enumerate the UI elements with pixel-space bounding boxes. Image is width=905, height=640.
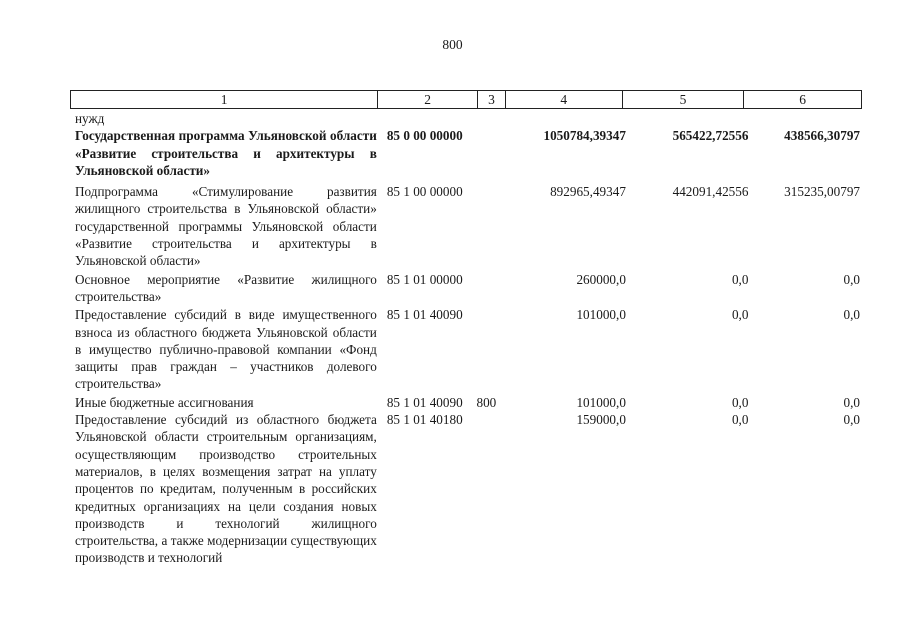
row-value-6: 0,0 — [843, 271, 860, 287]
row-value-5: 0,0 — [731, 271, 749, 287]
column-header-2: 2 — [378, 91, 478, 108]
row-vr: 800 — [476, 394, 497, 410]
row-name: нужд — [75, 111, 105, 126]
row-name: Подпрограмма «Стимулирование развития жилищного строительства в Ульяновской области» государственной программы Ульяновской области «Развитие строительства и архитектуры в Ульяновской области» — [75, 184, 377, 269]
row-value-4: 892965,49347 — [550, 184, 626, 200]
row-value-5: 442091,42556 — [672, 184, 749, 200]
table-row — [70, 111, 862, 127]
row-value-5: 0,0 — [731, 307, 749, 323]
row-name: Государственная программа Ульяновской области «Развитие строительства и архитектуры в Ульяновской области» — [75, 128, 377, 178]
column-header-3: 3 — [478, 91, 506, 108]
page-number: 800 — [442, 37, 463, 52]
row-code: 85 1 01 40090 — [386, 307, 463, 323]
table-header-row — [70, 90, 862, 109]
row-code: 85 1 01 40180 — [386, 412, 463, 428]
table-row — [70, 394, 862, 411]
row-name: Основное мероприятие «Развитие жилищного строительства» — [75, 271, 377, 304]
table-body — [70, 111, 862, 567]
row-code: 85 1 01 40090 — [386, 394, 463, 410]
row-code: 85 1 00 00000 — [386, 184, 463, 200]
row-value-6: 0,0 — [843, 412, 860, 428]
row-value-6: 315235,00797 — [784, 184, 860, 200]
table-row — [70, 306, 862, 392]
row-value-4: 101000,0 — [576, 394, 626, 410]
row-value-4: 159000,0 — [576, 412, 626, 428]
row-value-6: 0,0 — [843, 394, 860, 410]
row-value-5: 565422,72556 — [672, 128, 749, 144]
column-header-6: 6 — [799, 92, 807, 107]
row-name: Предоставление субсидий в виде имущественного взноса из областного бюджета Ульяновской области в имущество публично-правовой компании «Фонд защиты прав граждан – участников долевого строительства» — [75, 307, 377, 392]
table-row — [70, 271, 862, 306]
column-header-5: 5 — [623, 91, 745, 108]
row-code: 85 1 01 00000 — [386, 271, 463, 287]
row-value-4: 1050784,39347 — [543, 128, 626, 144]
row-name: Иные бюджетные ассигнования — [75, 394, 254, 410]
row-value-6: 438566,30797 — [784, 128, 860, 144]
row-name: Предоставление субсидий из областного бюджета Ульяновской области строительным организациям, осуществляющим производство строительных материалов, в целях возмещения затрат на уплату процентов по кредитам, полученным в российских кредитных организациях на цели создания новых производств и технологий жилищного строительства, а также модернизации существующих производств и технологий — [75, 412, 377, 566]
table-row — [70, 183, 862, 269]
column-header-4: 4 — [506, 91, 623, 108]
column-header-1: 1 — [71, 91, 378, 108]
row-code: 85 0 00 00000 — [386, 128, 463, 144]
row-value-5: 0,0 — [731, 412, 749, 428]
table-row — [70, 127, 862, 179]
table-row — [70, 411, 862, 567]
row-value-4: 260000,0 — [576, 271, 626, 287]
row-value-6: 0,0 — [843, 307, 860, 323]
row-value-4: 101000,0 — [576, 307, 626, 323]
row-value-5: 0,0 — [731, 394, 749, 410]
